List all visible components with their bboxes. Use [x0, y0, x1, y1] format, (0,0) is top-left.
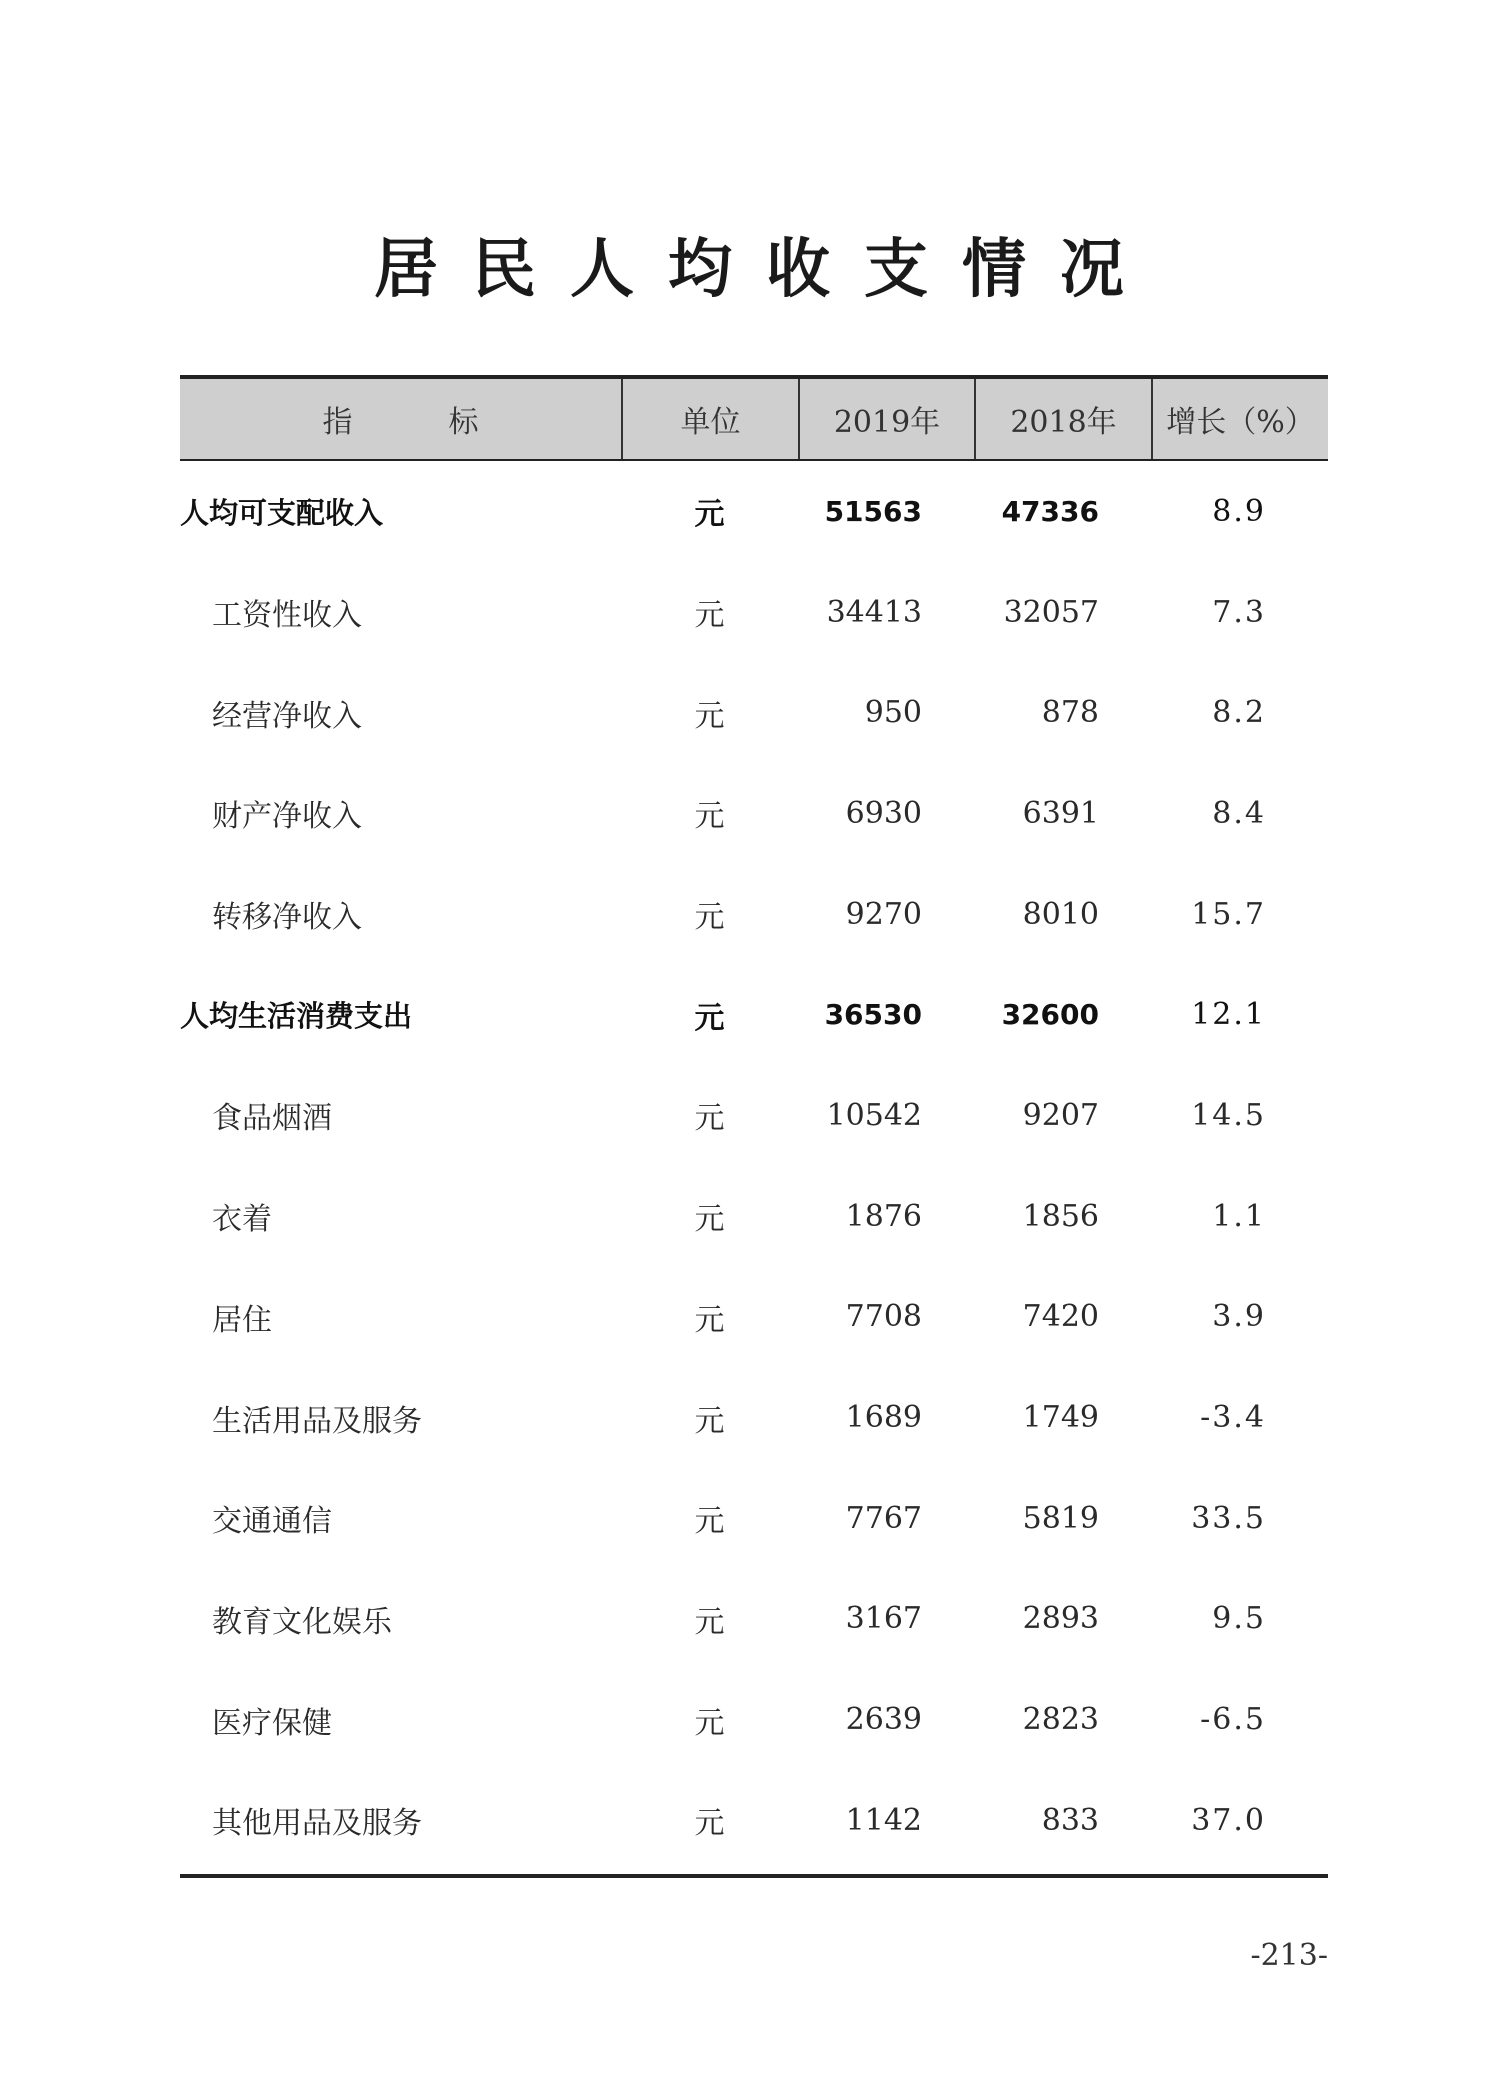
header-indicator-left: 指	[322, 405, 353, 440]
row-name: 衣着	[212, 1202, 272, 1238]
row-2018-value: 9207	[1022, 1097, 1099, 1133]
table-row	[180, 1569, 1328, 1670]
row-unit: 元	[694, 1806, 725, 1842]
table-row	[180, 1267, 1328, 1368]
row-growth-value: 14.5	[1191, 1097, 1266, 1133]
row-unit: 元	[694, 1705, 725, 1741]
row-2018-value: 6391	[1022, 795, 1099, 831]
page-number: -213-	[1250, 1938, 1328, 1973]
row-2018-value: 2893	[1022, 1601, 1099, 1637]
row-2019-value: 1689	[845, 1400, 922, 1436]
row-growth-value: 33.5	[1191, 1500, 1266, 1536]
row-2018-value: 7420	[1022, 1299, 1099, 1335]
row-name: 人均可支配收入	[180, 495, 384, 530]
row-growth-value: 7.3	[1212, 594, 1266, 630]
row-growth-value: 12.1	[1191, 997, 1266, 1033]
row-2019-value: 1876	[845, 1198, 922, 1234]
row-name: 财产净收入	[212, 799, 362, 835]
table-row	[180, 1166, 1328, 1267]
row-2019-value: 950	[864, 695, 922, 731]
row-growth-value: -3.4	[1200, 1400, 1266, 1436]
row-name: 生活用品及服务	[212, 1403, 422, 1439]
row-2018-value: 8010	[1022, 896, 1099, 932]
table-row	[180, 1468, 1328, 1569]
row-2018-value: 32600	[1001, 998, 1099, 1032]
row-2019-value: 10542	[826, 1097, 922, 1133]
row-2019-value: 2639	[845, 1702, 922, 1738]
row-unit: 元	[694, 900, 725, 936]
row-2018-value: 5819	[1022, 1500, 1099, 1536]
row-growth-value: 3.9	[1212, 1299, 1266, 1335]
row-name: 工资性收入	[212, 598, 362, 634]
row-2018-value: 2823	[1022, 1702, 1099, 1738]
row-2018-value: 32057	[1003, 594, 1099, 630]
row-name: 其他用品及服务	[212, 1806, 422, 1842]
row-name: 交通通信	[212, 1504, 332, 1540]
row-unit: 元	[694, 497, 725, 533]
row-name: 食品烟酒	[212, 1101, 332, 1137]
row-2019-value: 36530	[824, 998, 922, 1032]
row-unit: 元	[694, 1504, 725, 1540]
row-2019-value: 34413	[826, 594, 922, 630]
row-unit: 元	[694, 799, 725, 835]
row-name: 居住	[212, 1302, 272, 1338]
row-unit: 元	[694, 1000, 725, 1036]
row-growth-value: 15.7	[1191, 896, 1266, 932]
header-2018: 2018年	[974, 379, 1151, 459]
header-growth: 增长（%）	[1151, 379, 1328, 459]
table-row	[180, 562, 1328, 663]
table-row	[180, 1065, 1328, 1166]
row-2018-value: 833	[1041, 1802, 1099, 1838]
table-row	[180, 1367, 1328, 1468]
row-name: 医疗保健	[212, 1705, 332, 1741]
row-2019-value: 9270	[845, 896, 922, 932]
row-unit: 元	[694, 1604, 725, 1640]
row-2019-value: 6930	[845, 795, 922, 831]
row-2019-value: 51563	[824, 494, 922, 528]
row-growth-value: -6.5	[1200, 1702, 1266, 1738]
header-unit: 单位	[621, 379, 798, 459]
row-growth-value: 8.4	[1212, 795, 1266, 831]
table-header	[180, 375, 1328, 461]
page-title: 居民人均收支情况	[374, 232, 1158, 307]
row-unit: 元	[694, 598, 725, 634]
header-2019: 2019年	[798, 379, 974, 459]
row-growth-value: 8.9	[1212, 493, 1266, 529]
income-expenditure-table	[180, 375, 1328, 1871]
row-unit: 元	[694, 1403, 725, 1439]
row-name: 教育文化娱乐	[212, 1604, 392, 1640]
row-growth-value: 8.2	[1212, 695, 1266, 731]
table-row	[180, 763, 1328, 864]
row-2019-value: 1142	[845, 1802, 922, 1838]
row-name: 转移净收入	[212, 900, 362, 936]
row-2018-value: 878	[1041, 695, 1099, 731]
table-body	[180, 461, 1328, 1871]
row-growth-value: 1.1	[1212, 1198, 1266, 1234]
header-indicator-right: 标	[448, 405, 479, 440]
row-2019-value: 7708	[845, 1299, 922, 1335]
row-2018-value: 1856	[1022, 1198, 1099, 1234]
row-unit: 元	[694, 698, 725, 734]
table-row	[180, 864, 1328, 965]
table-row	[180, 1770, 1328, 1871]
row-2019-value: 7767	[845, 1500, 922, 1536]
row-name: 人均生活消费支出	[180, 999, 413, 1034]
row-unit: 元	[694, 1101, 725, 1137]
row-unit: 元	[694, 1202, 725, 1238]
table-bottom-rule	[180, 1874, 1328, 1878]
row-unit: 元	[694, 1302, 725, 1338]
row-growth-value: 9.5	[1212, 1601, 1266, 1637]
header-indicator	[180, 379, 621, 459]
row-2019-value: 3167	[845, 1601, 922, 1637]
row-growth-value: 37.0	[1191, 1802, 1266, 1838]
row-name: 经营净收入	[212, 698, 362, 734]
row-2018-value: 1749	[1022, 1400, 1099, 1436]
table-row	[180, 964, 1328, 1065]
table-row	[180, 461, 1328, 562]
table-row	[180, 662, 1328, 763]
table-row	[180, 1669, 1328, 1770]
row-2018-value: 47336	[1001, 494, 1099, 528]
